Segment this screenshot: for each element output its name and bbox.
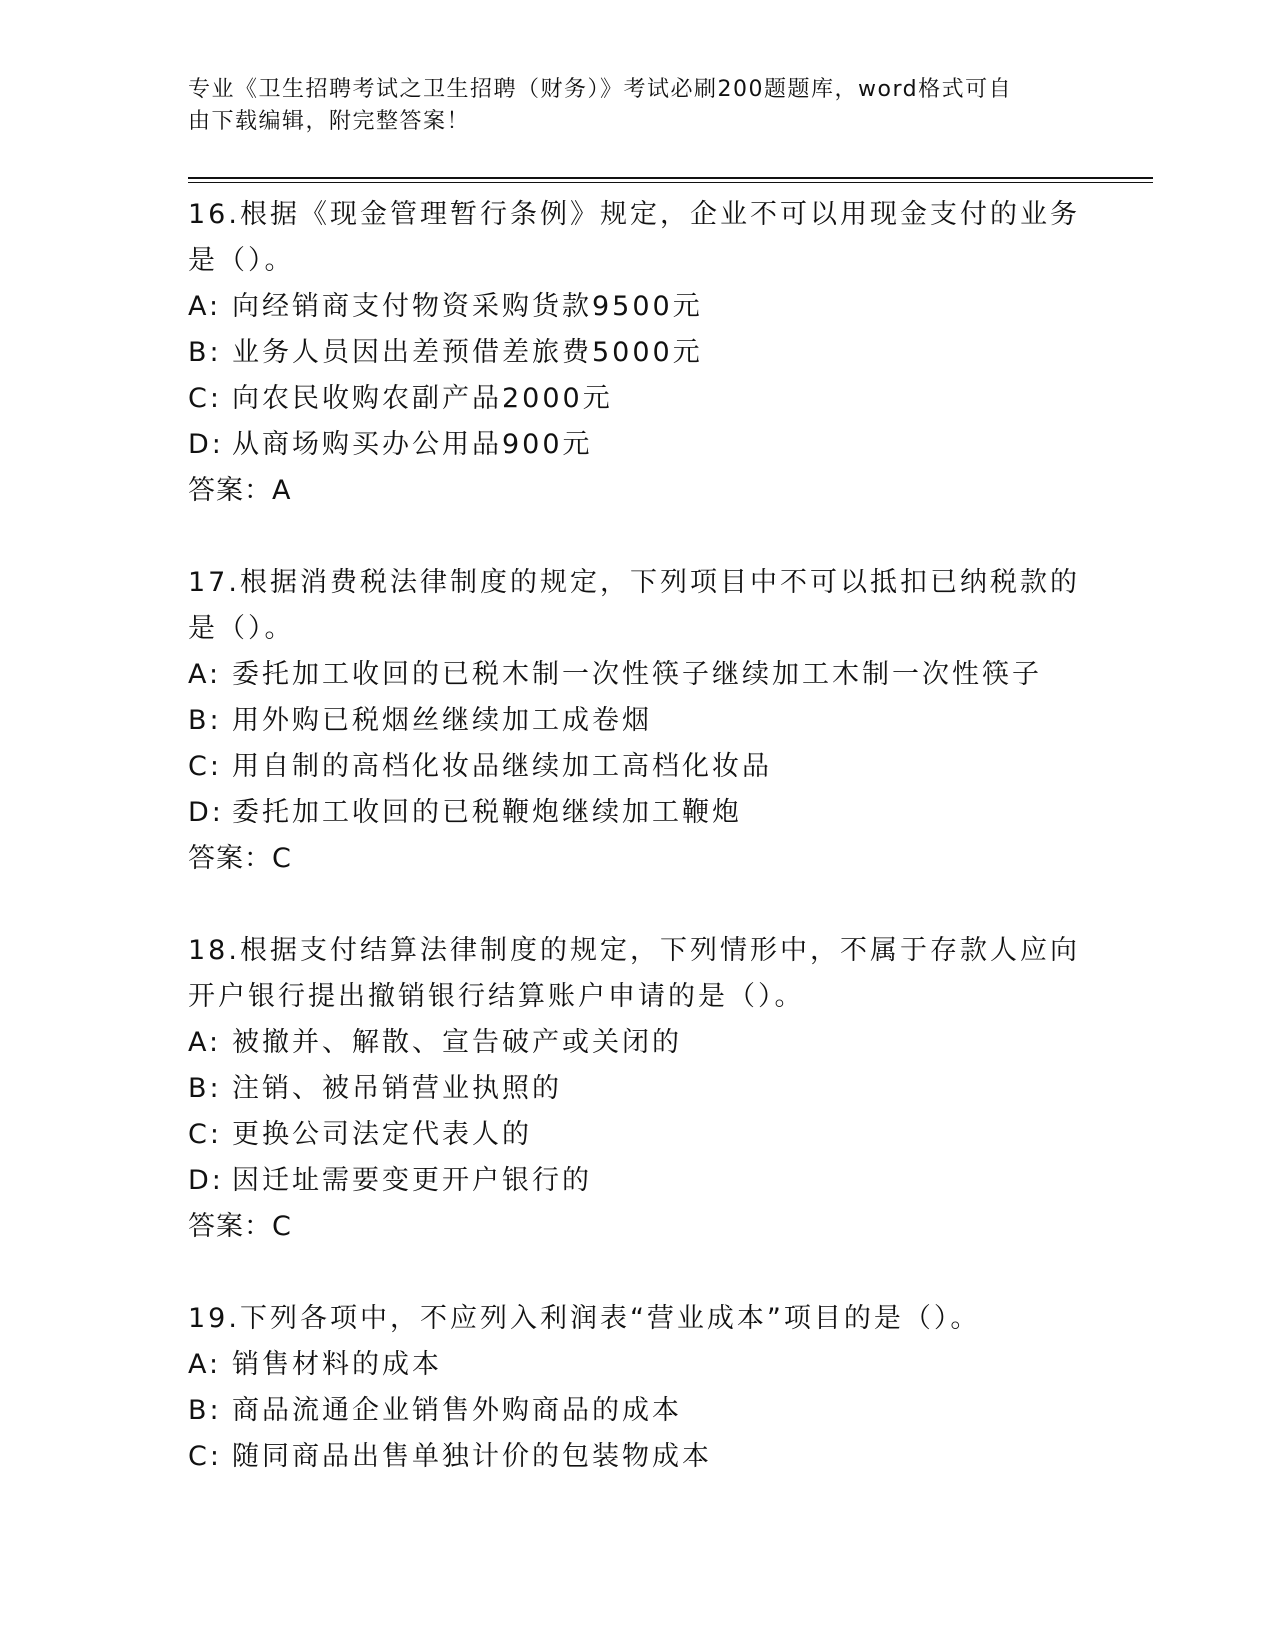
header-divider-thick — [188, 177, 1153, 179]
option-c — [188, 1112, 1088, 1158]
option-letter: C: — [188, 751, 222, 782]
option-c — [188, 744, 1088, 790]
option-a — [188, 1020, 1088, 1066]
option-text: 向农民收购农副产品2000元 — [232, 383, 613, 414]
option-letter: C: — [188, 383, 222, 414]
option-c — [188, 376, 1088, 422]
header-line-2: 由下载编辑，附完整答案！ — [188, 109, 471, 134]
question-16 — [188, 192, 1088, 514]
option-text: 委托加工收回的已税木制一次性筷子继续加工木制一次性筷子 — [232, 659, 1042, 690]
option-text: 因迁址需要变更开户银行的 — [232, 1165, 592, 1196]
option-text: 更换公司法定代表人的 — [232, 1119, 532, 1150]
option-letter: A: — [188, 291, 222, 322]
option-d — [188, 790, 1088, 836]
option-a — [188, 284, 1088, 330]
option-letter: D: — [188, 797, 224, 828]
option-letter: B: — [188, 1395, 222, 1426]
option-c — [188, 1434, 1088, 1480]
option-text: 向经销商支付物资采购货款9500元 — [232, 291, 703, 322]
option-a — [188, 1342, 1088, 1388]
header-line-1: 专业《卫生招聘考试之卫生招聘（财务）》考试必刷200题题库，word格式可自 — [188, 77, 1013, 102]
option-letter: A: — [188, 659, 222, 690]
option-text: 销售材料的成本 — [232, 1349, 442, 1380]
option-text: 随同商品出售单独计价的包装物成本 — [232, 1441, 712, 1472]
question-stem: 17.根据消费税法律制度的规定，下列项目中不可以抵扣已纳税款的是（）。 — [188, 567, 1080, 644]
question-stem: 19.下列各项中，不应列入利润表“营业成本”项目的是（）。 — [188, 1303, 981, 1334]
option-b — [188, 1066, 1088, 1112]
option-b — [188, 1388, 1088, 1434]
option-text: 商品流通企业销售外购商品的成本 — [232, 1395, 682, 1426]
header-divider-thin — [188, 182, 1153, 183]
option-letter: D: — [188, 1165, 224, 1196]
option-letter: B: — [188, 705, 222, 736]
option-text: 注销、被吊销营业执照的 — [232, 1073, 562, 1104]
question-stem: 18.根据支付结算法律制度的规定，下列情形中，不属于存款人应向开户银行提出撤销银行结算账户申请的是（）。 — [188, 935, 1080, 1012]
option-letter: B: — [188, 337, 222, 368]
option-letter: B: — [188, 1073, 222, 1104]
option-b — [188, 330, 1088, 376]
option-letter: C: — [188, 1119, 222, 1150]
option-b — [188, 698, 1088, 744]
question-list — [188, 192, 1088, 1526]
option-text: 业务人员因出差预借差旅费5000元 — [232, 337, 703, 368]
option-text: 从商场购买办公用品900元 — [232, 429, 593, 460]
option-text: 用外购已税烟丝继续加工成卷烟 — [232, 705, 652, 736]
question-19 — [188, 1296, 1088, 1480]
answer-line: 答案：A — [188, 475, 292, 506]
document-header — [188, 74, 1068, 138]
option-letter: A: — [188, 1027, 222, 1058]
answer-line: 答案：C — [188, 843, 292, 874]
option-letter: A: — [188, 1349, 222, 1380]
question-18 — [188, 928, 1088, 1250]
option-d — [188, 1158, 1088, 1204]
question-17 — [188, 560, 1088, 882]
option-d — [188, 422, 1088, 468]
option-text: 委托加工收回的已税鞭炮继续加工鞭炮 — [232, 797, 742, 828]
answer-line: 答案：C — [188, 1211, 292, 1242]
option-text: 用自制的高档化妆品继续加工高档化妆品 — [232, 751, 772, 782]
option-a — [188, 652, 1088, 698]
option-text: 被撤并、解散、宣告破产或关闭的 — [232, 1027, 682, 1058]
question-stem: 16.根据《现金管理暂行条例》规定，企业不可以用现金支付的业务是（）。 — [188, 199, 1080, 276]
option-letter: C: — [188, 1441, 222, 1472]
option-letter: D: — [188, 429, 224, 460]
